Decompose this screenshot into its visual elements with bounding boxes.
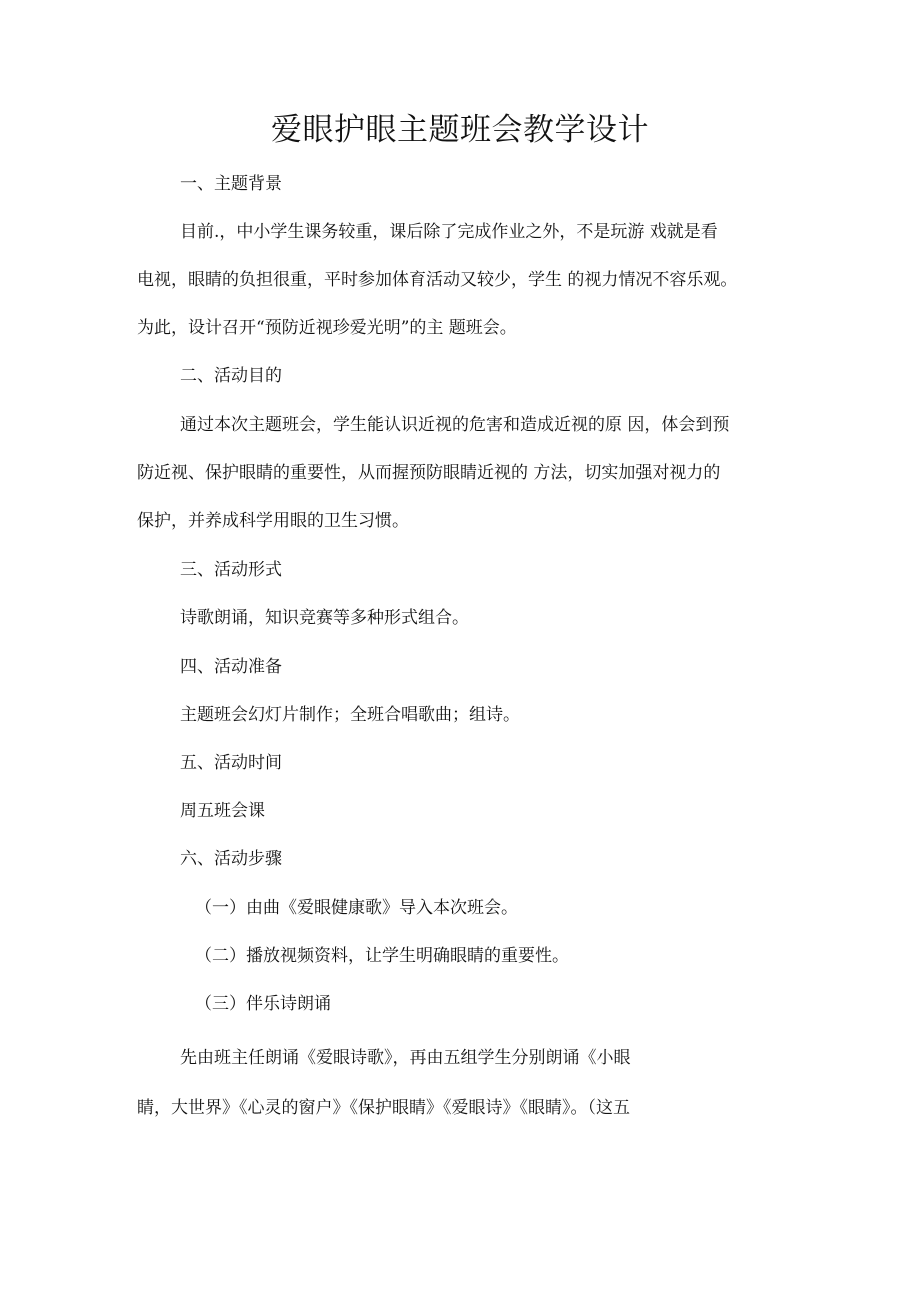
section-heading-background: 一、主题背景 — [180, 174, 282, 194]
paragraph-line: 保护，并养成科学用眼的卫生习惯。 — [137, 511, 409, 531]
paragraph-line: 先由班主任朗诵《爱眼诗歌》，再由五组学生分别朗诵《小眼 — [180, 1048, 631, 1068]
section-heading-form: 三、活动形式 — [180, 560, 282, 580]
section-heading-time: 五、活动时间 — [180, 753, 282, 773]
paragraph-line: 防近视、保护眼睛的重要性，从而握预防眼睛近视的 方法，切实加强对视力的 — [137, 463, 721, 483]
section-heading-steps: 六、活动步骤 — [180, 849, 282, 869]
paragraph-line: 主题班会幻灯片制作；全班合唱歌曲；组诗。 — [180, 705, 520, 725]
step-item: （一）由曲《爱眼健康歌》导入本次班会。 — [195, 898, 518, 918]
step-item: （二）播放视频资料，让学生明确眼睛的重要性。 — [195, 946, 569, 966]
document-title: 爱眼护眼主题班会教学设计 — [271, 112, 649, 148]
section-heading-preparation: 四、活动准备 — [180, 657, 282, 677]
paragraph-line: 为此，设计召开“预防近视珍爱光明”的主 题班会。 — [137, 318, 517, 338]
paragraph-line: 睛，大世界》《心灵的窗户》《保护眼睛》《爱眼诗》《眼睛》。（这五 — [137, 1098, 630, 1118]
paragraph-line: 电视，眼睛的负担很重，平时参加体育活动又较少，学生 的视力情况不容乐观。 — [137, 270, 738, 290]
paragraph-line: 目前.，中小学生课务较重，课后除了完成作业之外，不是玩游 戏就是看 — [180, 222, 718, 242]
paragraph-line: 周五班会课 — [180, 801, 265, 821]
paragraph-line: 诗歌朗诵，知识竞赛等多种形式组合。 — [180, 608, 469, 628]
paragraph-line: 通过本次主题班会，学生能认识近视的危害和造成近视的原 因，体会到预 — [180, 415, 730, 435]
step-item: （三）伴乐诗朗诵 — [195, 994, 331, 1014]
section-heading-purpose: 二、活动目的 — [180, 366, 282, 386]
